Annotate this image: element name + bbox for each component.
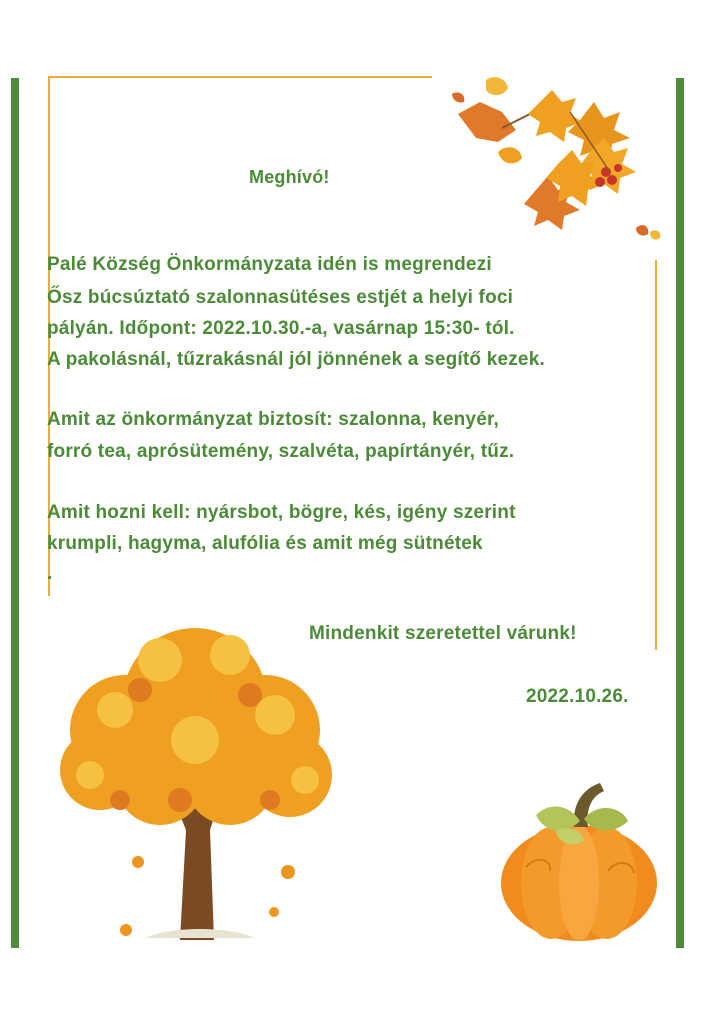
page-title: Meghívó!: [249, 167, 330, 187]
closing-text: Mindenkit szeretettel várunk!: [309, 623, 577, 644]
autumn-leaves-icon: [440, 72, 670, 252]
date-text: 2022.10.26.: [526, 686, 629, 707]
pumpkin-icon: [496, 775, 662, 945]
frame-line-top: [48, 76, 432, 78]
paragraph-1-line-3: pályán. Időpont: 2022.10.30.-a, vasárnap 15:30- tól.: [47, 318, 515, 339]
paragraph-3-line-2: krumpli, hagyma, alufólia és amit még sütnétek: [47, 533, 483, 554]
paragraph-3-line-1: Amit hozni kell: nyársbot, bögre, kés, igény szerint: [47, 502, 516, 523]
paragraph-1-line-1: Palé Község Önkormányzata idén is megrendezi: [47, 254, 492, 275]
stray-dot: .: [47, 563, 53, 584]
paragraph-2-line-2: forró tea, aprósütemény, szalvéta, papírtányér, tűz.: [47, 441, 515, 462]
frame-bar-left: [11, 78, 19, 948]
paragraph-2-line-1: Amit az önkormányzat biztosít: szalonna, kenyér,: [47, 409, 499, 430]
frame-bar-right: [676, 78, 684, 948]
paragraph-1-line-4: A pakolásnál, tűzrakásnál jól jönnének a segítő kezek.: [47, 349, 545, 370]
paragraph-1-line-2: Ősz búcsúztató szalonnasütéses estjét a helyi foci: [47, 287, 514, 308]
autumn-tree-icon: [30, 600, 360, 945]
frame-line-right: [655, 260, 657, 650]
